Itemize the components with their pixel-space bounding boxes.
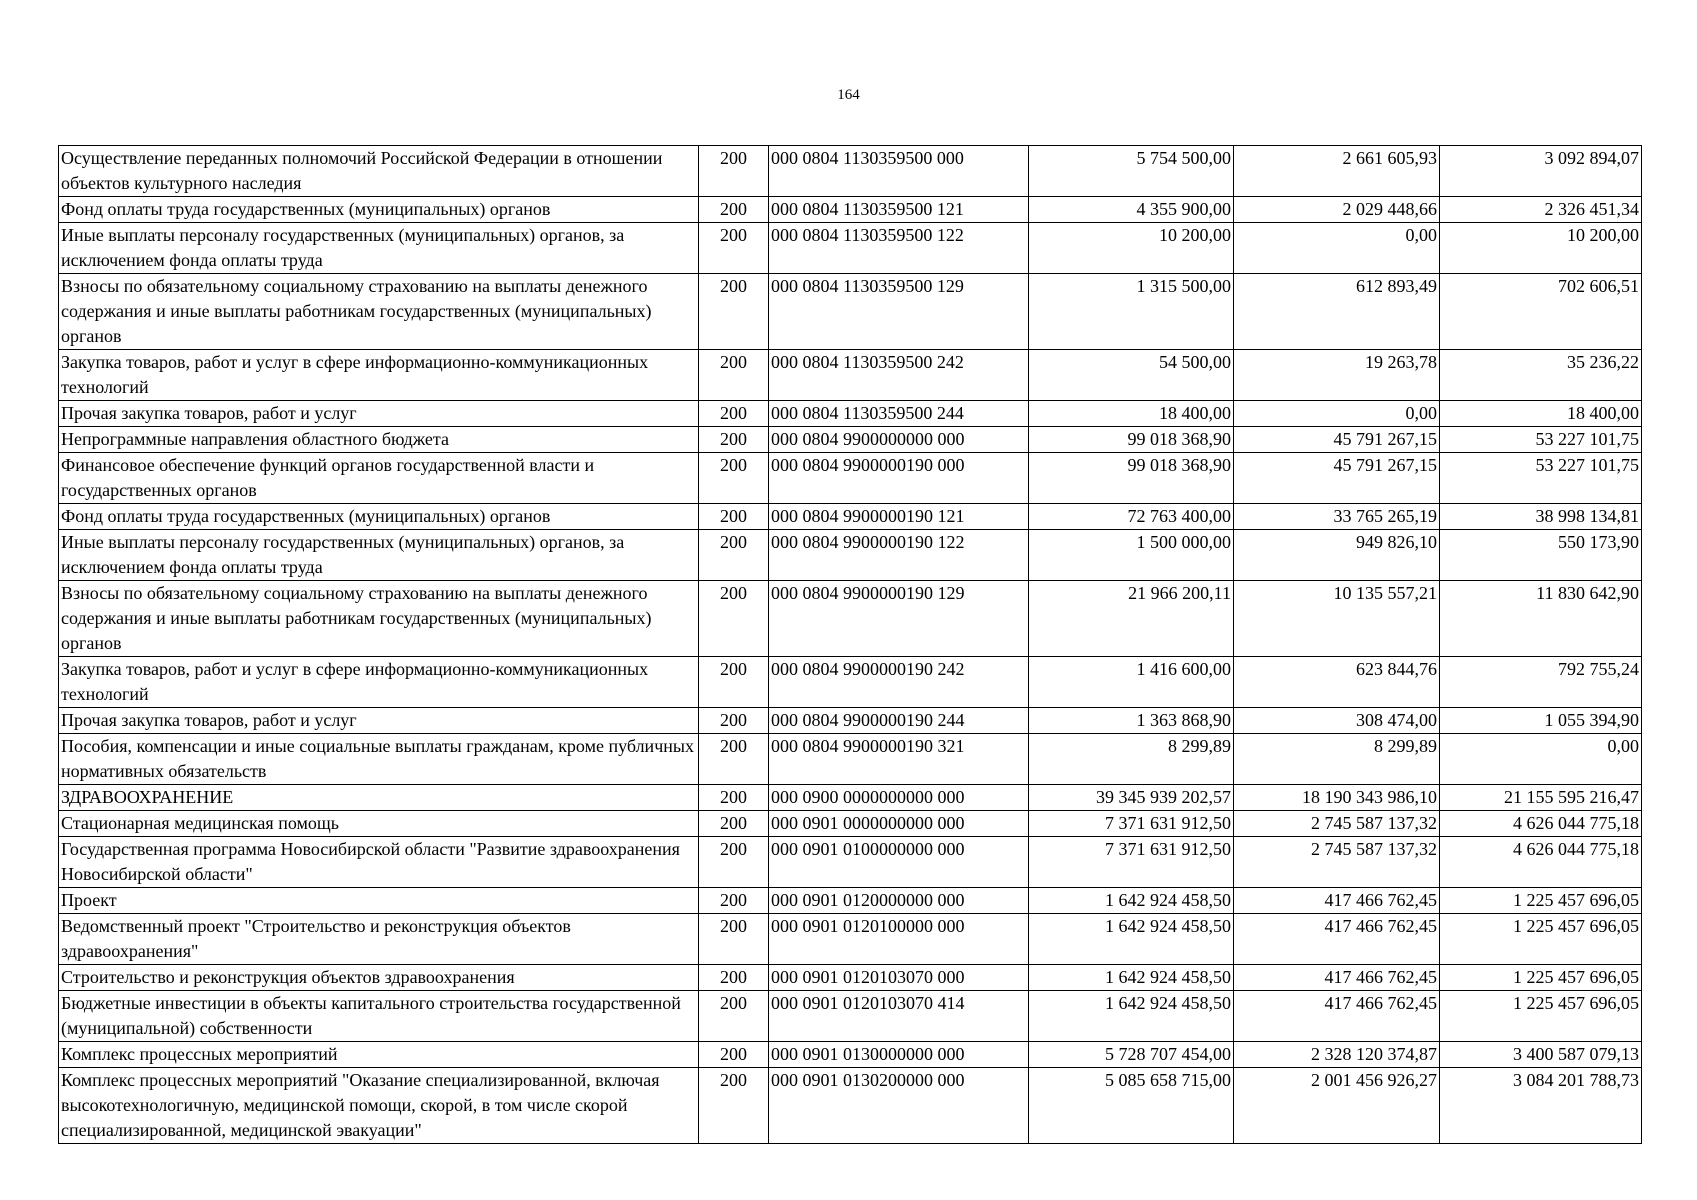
cell-budget-classification-code: 000 0804 9900000190 321 [769,734,1029,785]
cell-name: Взносы по обязательному социальному страхованию на выплаты денежного содержания и иные выплаты работникам государственных (муниципальных) органов [59,581,699,657]
cell-executed-amount: 308 474,00 [1234,708,1440,734]
cell-approved-amount: 1 642 924 458,50 [1029,888,1234,914]
cell-budget-classification-code: 000 0804 1130359500 242 [769,350,1029,401]
cell-executed-amount: 2 328 120 374,87 [1234,1042,1440,1068]
cell-approved-amount: 1 500 000,00 [1029,530,1234,581]
cell-remaining-amount: 0,00 [1440,734,1642,785]
cell-executed-amount: 2 661 605,93 [1234,146,1440,197]
cell-line-code: 200 [699,811,769,837]
cell-budget-classification-code: 000 0901 0120103070 000 [769,965,1029,991]
table-row [59,1068,1642,1144]
cell-executed-amount: 2 745 587 137,32 [1234,811,1440,837]
cell-approved-amount: 7 371 631 912,50 [1029,811,1234,837]
table-row [59,785,1642,811]
cell-remaining-amount: 4 626 044 775,18 [1440,837,1642,888]
cell-executed-amount: 417 466 762,45 [1234,965,1440,991]
cell-executed-amount: 33 765 265,19 [1234,504,1440,530]
cell-budget-classification-code: 000 0804 1130359500 244 [769,401,1029,427]
page-number: 164 [837,87,860,103]
cell-line-code: 200 [699,1068,769,1144]
cell-name: Бюджетные инвестиции в объекты капитального строительства государственной (муниципальной) собственности [59,991,699,1042]
cell-remaining-amount: 3 400 587 079,13 [1440,1042,1642,1068]
cell-line-code: 200 [699,427,769,453]
table-row [59,914,1642,965]
cell-executed-amount: 45 791 267,15 [1234,427,1440,453]
cell-line-code: 200 [699,914,769,965]
cell-name: Закупка товаров, работ и услуг в сфере информационно-коммуникационных технологий [59,657,699,708]
cell-executed-amount: 10 135 557,21 [1234,581,1440,657]
table-row [59,837,1642,888]
cell-remaining-amount: 1 225 457 696,05 [1440,965,1642,991]
cell-budget-classification-code: 000 0901 0130000000 000 [769,1042,1029,1068]
cell-approved-amount: 7 371 631 912,50 [1029,837,1234,888]
table-body [59,146,1642,1144]
cell-line-code: 200 [699,274,769,350]
cell-line-code: 200 [699,1042,769,1068]
table-row [59,581,1642,657]
cell-name: Комплекс процессных мероприятий "Оказание специализированной, включая высокотехнологичную, медицинской помощи, скорой, в том числе скорой специализированной, медицинской эвакуации" [59,1068,699,1144]
cell-remaining-amount: 702 606,51 [1440,274,1642,350]
cell-remaining-amount: 18 400,00 [1440,401,1642,427]
cell-remaining-amount: 1 225 457 696,05 [1440,914,1642,965]
cell-remaining-amount: 11 830 642,90 [1440,581,1642,657]
cell-name: Финансовое обеспечение функций органов государственной власти и государственных органов [59,453,699,504]
cell-budget-classification-code: 000 0901 0100000000 000 [769,837,1029,888]
cell-approved-amount: 1 416 600,00 [1029,657,1234,708]
cell-budget-classification-code: 000 0804 1130359500 122 [769,223,1029,274]
cell-name: Иные выплаты персоналу государственных (муниципальных) органов, за исключением фонда оплаты труда [59,530,699,581]
cell-approved-amount: 5 728 707 454,00 [1029,1042,1234,1068]
cell-approved-amount: 8 299,89 [1029,734,1234,785]
cell-name: Комплекс процессных мероприятий [59,1042,699,1068]
cell-line-code: 200 [699,657,769,708]
cell-budget-classification-code: 000 0804 9900000190 122 [769,530,1029,581]
cell-remaining-amount: 1 055 394,90 [1440,708,1642,734]
table-row [59,350,1642,401]
cell-line-code: 200 [699,965,769,991]
cell-executed-amount: 2 029 448,66 [1234,197,1440,223]
cell-remaining-amount: 4 626 044 775,18 [1440,811,1642,837]
cell-approved-amount: 1 363 868,90 [1029,708,1234,734]
cell-budget-classification-code: 000 0901 0120103070 414 [769,991,1029,1042]
cell-name: Фонд оплаты труда государственных (муниципальных) органов [59,504,699,530]
table-row [59,504,1642,530]
cell-line-code: 200 [699,401,769,427]
table-row [59,811,1642,837]
cell-name: Прочая закупка товаров, работ и услуг [59,708,699,734]
cell-line-code: 200 [699,146,769,197]
cell-executed-amount: 417 466 762,45 [1234,991,1440,1042]
cell-name: Стационарная медицинская помощь [59,811,699,837]
table-row [59,223,1642,274]
cell-remaining-amount: 3 092 894,07 [1440,146,1642,197]
cell-line-code: 200 [699,785,769,811]
cell-executed-amount: 8 299,89 [1234,734,1440,785]
table-row [59,453,1642,504]
table-row [59,274,1642,350]
cell-line-code: 200 [699,197,769,223]
cell-name: Закупка товаров, работ и услуг в сфере информационно-коммуникационных технологий [59,350,699,401]
cell-remaining-amount: 21 155 595 216,47 [1440,785,1642,811]
cell-executed-amount: 0,00 [1234,223,1440,274]
cell-approved-amount: 54 500,00 [1029,350,1234,401]
cell-remaining-amount: 38 998 134,81 [1440,504,1642,530]
cell-remaining-amount: 1 225 457 696,05 [1440,888,1642,914]
cell-line-code: 200 [699,708,769,734]
table-row [59,708,1642,734]
cell-approved-amount: 5 754 500,00 [1029,146,1234,197]
cell-budget-classification-code: 000 0804 9900000190 129 [769,581,1029,657]
cell-remaining-amount: 2 326 451,34 [1440,197,1642,223]
cell-budget-classification-code: 000 0804 1130359500 000 [769,146,1029,197]
cell-executed-amount: 0,00 [1234,401,1440,427]
cell-line-code: 200 [699,888,769,914]
cell-line-code: 200 [699,223,769,274]
cell-remaining-amount: 1 225 457 696,05 [1440,991,1642,1042]
cell-name: Иные выплаты персоналу государственных (муниципальных) органов, за исключением фонда оплаты труда [59,223,699,274]
cell-approved-amount: 1 315 500,00 [1029,274,1234,350]
cell-budget-classification-code: 000 0804 9900000190 000 [769,453,1029,504]
cell-approved-amount: 4 355 900,00 [1029,197,1234,223]
table-row [59,965,1642,991]
cell-executed-amount: 2 001 456 926,27 [1234,1068,1440,1144]
table-row [59,888,1642,914]
cell-line-code: 200 [699,453,769,504]
table-row [59,530,1642,581]
cell-approved-amount: 21 966 200,11 [1029,581,1234,657]
cell-name: Строительство и реконструкция объектов здравоохранения [59,965,699,991]
cell-executed-amount: 2 745 587 137,32 [1234,837,1440,888]
cell-budget-classification-code: 000 0804 9900000190 121 [769,504,1029,530]
cell-executed-amount: 18 190 343 986,10 [1234,785,1440,811]
cell-budget-classification-code: 000 0901 0130200000 000 [769,1068,1029,1144]
cell-approved-amount: 18 400,00 [1029,401,1234,427]
cell-name: Проект [59,888,699,914]
cell-executed-amount: 612 893,49 [1234,274,1440,350]
cell-approved-amount: 5 085 658 715,00 [1029,1068,1234,1144]
cell-budget-classification-code: 000 0804 9900000190 244 [769,708,1029,734]
cell-budget-classification-code: 000 0901 0120000000 000 [769,888,1029,914]
table-row [59,1042,1642,1068]
cell-line-code: 200 [699,350,769,401]
cell-name: Непрограммные направления областного бюджета [59,427,699,453]
cell-budget-classification-code: 000 0804 9900000190 242 [769,657,1029,708]
cell-line-code: 200 [699,581,769,657]
cell-line-code: 200 [699,530,769,581]
cell-remaining-amount: 3 084 201 788,73 [1440,1068,1642,1144]
cell-remaining-amount: 550 173,90 [1440,530,1642,581]
cell-executed-amount: 949 826,10 [1234,530,1440,581]
cell-line-code: 200 [699,837,769,888]
table-row [59,991,1642,1042]
cell-executed-amount: 623 844,76 [1234,657,1440,708]
cell-name: Государственная программа Новосибирской области "Развитие здравоохранения Новосибирской области" [59,837,699,888]
cell-remaining-amount: 10 200,00 [1440,223,1642,274]
cell-budget-classification-code: 000 0901 0000000000 000 [769,811,1029,837]
cell-line-code: 200 [699,504,769,530]
cell-remaining-amount: 53 227 101,75 [1440,453,1642,504]
cell-remaining-amount: 792 755,24 [1440,657,1642,708]
cell-approved-amount: 1 642 924 458,50 [1029,991,1234,1042]
table-row [59,401,1642,427]
cell-approved-amount: 10 200,00 [1029,223,1234,274]
cell-name: Осуществление переданных полномочий Российской Федерации в отношении объектов культурного наследия [59,146,699,197]
cell-name: Фонд оплаты труда государственных (муниципальных) органов [59,197,699,223]
cell-budget-classification-code: 000 0901 0120100000 000 [769,914,1029,965]
cell-executed-amount: 417 466 762,45 [1234,888,1440,914]
cell-name: Прочая закупка товаров, работ и услуг [59,401,699,427]
cell-budget-classification-code: 000 0900 0000000000 000 [769,785,1029,811]
cell-remaining-amount: 53 227 101,75 [1440,427,1642,453]
cell-budget-classification-code: 000 0804 9900000000 000 [769,427,1029,453]
cell-name: Взносы по обязательному социальному страхованию на выплаты денежного содержания и иные выплаты работникам государственных (муниципальных) органов [59,274,699,350]
cell-name: Пособия, компенсации и иные социальные выплаты гражданам, кроме публичных нормативных обязательств [59,734,699,785]
cell-approved-amount: 99 018 368,90 [1029,427,1234,453]
table-row [59,734,1642,785]
cell-executed-amount: 45 791 267,15 [1234,453,1440,504]
table-row [59,427,1642,453]
cell-line-code: 200 [699,991,769,1042]
cell-approved-amount: 1 642 924 458,50 [1029,965,1234,991]
table-row [59,197,1642,223]
cell-name: Ведомственный проект "Строительство и реконструкция объектов здравоохранения" [59,914,699,965]
cell-remaining-amount: 35 236,22 [1440,350,1642,401]
cell-approved-amount: 1 642 924 458,50 [1029,914,1234,965]
table-row [59,146,1642,197]
table-row [59,657,1642,708]
budget-execution-table [58,145,1642,1144]
cell-approved-amount: 99 018 368,90 [1029,453,1234,504]
cell-budget-classification-code: 000 0804 1130359500 129 [769,274,1029,350]
cell-approved-amount: 39 345 939 202,57 [1029,785,1234,811]
cell-approved-amount: 72 763 400,00 [1029,504,1234,530]
cell-line-code: 200 [699,734,769,785]
cell-name: ЗДРАВООХРАНЕНИЕ [59,785,699,811]
cell-budget-classification-code: 000 0804 1130359500 121 [769,197,1029,223]
cell-executed-amount: 417 466 762,45 [1234,914,1440,965]
cell-executed-amount: 19 263,78 [1234,350,1440,401]
